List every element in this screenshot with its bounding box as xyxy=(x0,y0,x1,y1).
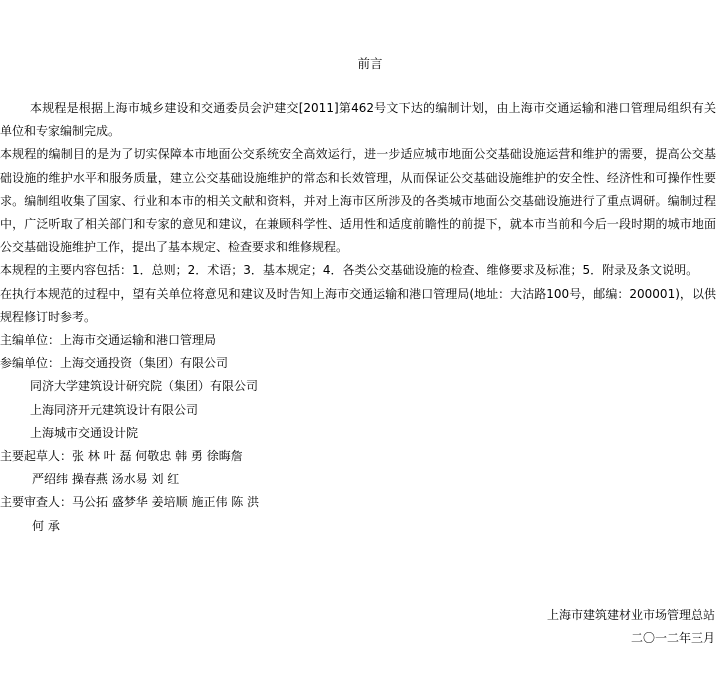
paragraph-purpose: 本规程的编制目的是为了切实保障本市地面公交系统安全高效运行，进一步适应城市地面公交基础设施运营和维护的需要，提高公交基础设施的维护水平和服务质量，建立公交基础设施维护的常态和长效管理，从而保证公交基础设施维护的安全性、经济性和可操作性要求。编制组收集了国家、行业和本市的相关文献和资料，并对上海市区所涉及的各类城市地面公交基础设施进行了重点调研。编制过程中，广泛听取了相关部门和专家的意见和建议，在兼顾科学性、适用性和适度前瞻性的前提下，就本市当前和今后一段时期的城市地面公交基础设施维护工作，提出了基本规定、检查要求和维修规程。 xyxy=(0,147,716,255)
participants-label: 参编单位： xyxy=(0,356,61,371)
chief-editor-line xyxy=(0,329,716,352)
paragraph-contents: 本规程的主要内容包括：1．总则；2．术语；3．基本规定；4．各类公交基础设施的检查、维修要求及标准；5．附录及条文说明。 xyxy=(0,263,699,278)
paragraph-feedback: 在执行本规范的过程中，望有关单位将意见和建议及时告知上海市交通运输和港口管理局(地址：大沽路100号，邮编：200001)，以供规程修订时参考。 xyxy=(0,286,716,324)
chief-editor-value: 上海市交通运输和港口管理局 xyxy=(60,333,217,348)
reviewers-names: 马公拓 盛梦华 姜培顺 施正伟 陈 洪 xyxy=(72,495,260,510)
chief-editor-label: 主编单位： xyxy=(0,333,61,348)
participants-line xyxy=(0,352,716,375)
signature-block xyxy=(547,604,715,650)
paragraph-basis: 本规程是根据上海市城乡建设和交通委员会沪建交[2011]第462号文下达的编制计划，由上海市交通运输和港口管理局组织有关单位和专家编制完成。 xyxy=(0,101,716,139)
drafters-names: 张 林 叶 磊 何敬忠 韩 勇 徐晦詹 xyxy=(72,449,243,464)
participant-org: 上海城市交通设计院 xyxy=(30,425,139,440)
participant-org: 上海交通投资（集团）有限公司 xyxy=(60,356,229,371)
participant-org: 同济大学建筑设计研究院（集团）有限公司 xyxy=(30,379,259,394)
drafters-label: 主要起草人： xyxy=(0,449,73,464)
participant-org: 上海同济开元建筑设计有限公司 xyxy=(30,402,199,417)
drafters-line xyxy=(0,445,716,468)
reviewers-names-continued: 何 承 xyxy=(32,518,60,533)
reviewers-line xyxy=(0,491,716,514)
signature-date: 二〇一二年三月 xyxy=(630,631,715,645)
drafters-names-continued: 严绍纬 操春燕 汤水易 刘 红 xyxy=(32,472,180,487)
page-title: 前言 xyxy=(357,56,383,71)
reviewers-label: 主要审查人： xyxy=(0,495,73,510)
document-body xyxy=(0,97,716,538)
signature-org: 上海市建筑建材业市场管理总站 xyxy=(546,608,715,622)
